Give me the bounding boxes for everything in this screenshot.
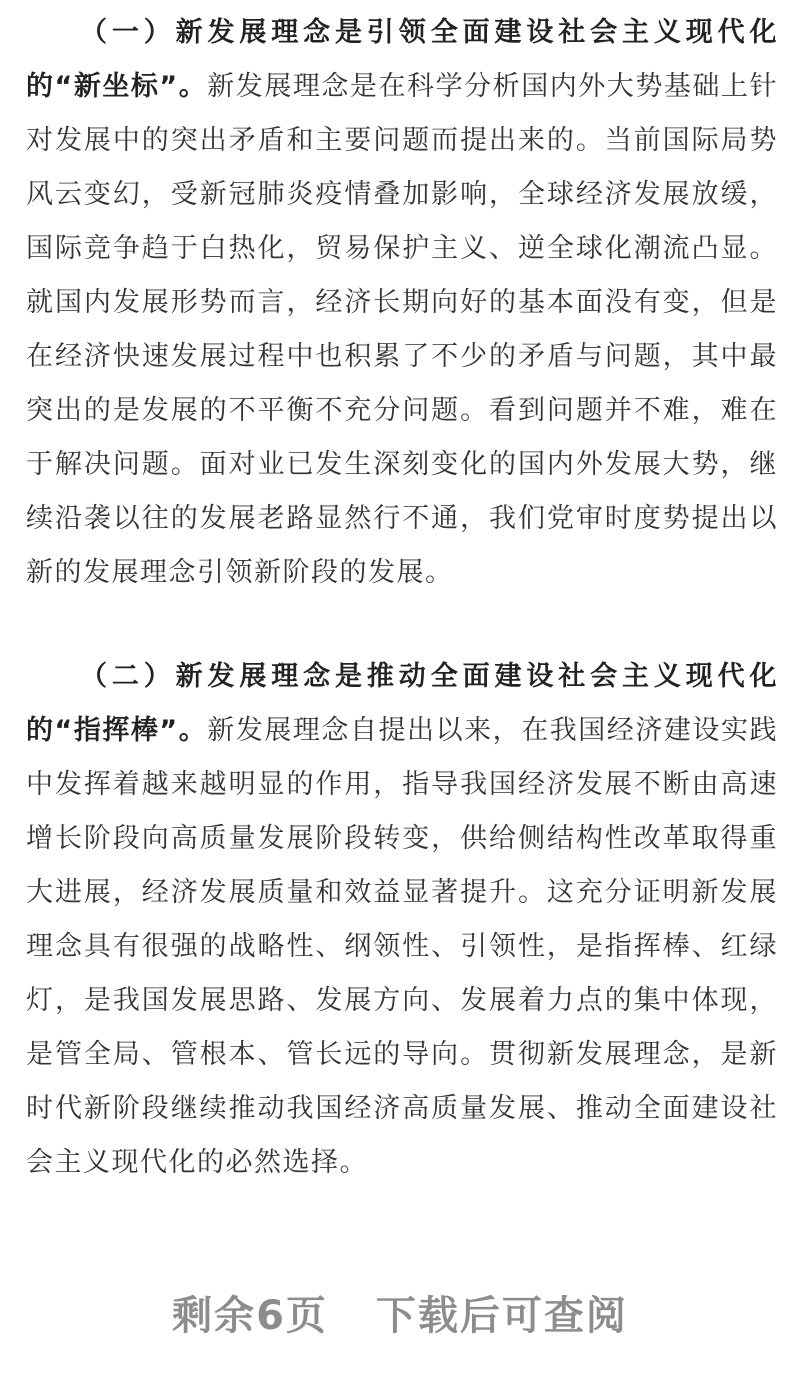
paragraph-2 xyxy=(26,650,778,1190)
paragraph-1 xyxy=(26,6,778,600)
paragraph-2-heading: （二）新发展理念是推动全面建设社会主义现代化的“指挥棒”。 xyxy=(26,661,778,746)
remaining-pages-text: 剩余6页 xyxy=(172,1293,328,1339)
paragraph-1-body: 新发展理念是在科学分析国内外大势基础上针对发展中的突出矛盾和主要问题而提出来的。当前国际局势风云变幻，受新冠肺炎疫情叠加影响，全球经济发展放缓，国际竞争趋于白热化，贸易保护主义、逆全球化潮流凸显。就国内发展形势而言，经济长期向好的基本面没有变，但是在经济快速发展过程中也积累了不少的矛盾与问题，其中最突出的是发展的不平衡不充分问题。看到问题并不难，难在于解决问题。面对业已发生深刻变化的国内外发展大势，继续沿袭以往的发展老路显然行不通，我们党审时度势提出以新的发展理念引领新阶段的发展。 xyxy=(26,71,778,588)
download-hint-text: 下载后可查阅 xyxy=(375,1293,628,1339)
paragraph-2-body: 新发展理念自提出以来，在我国经济建设实践中发挥着越来越明显的作用，指导我国经济发展不断由高速增长阶段向高质量发展阶段转变，供给侧结构性改革取得重大进展，经济发展质量和效益显著提升。这充分证明新发展理念具有很强的战略性、纲领性、引领性，是指挥棒、红绿灯，是我国发展思路、发展方向、发展着力点的集中体现，是管全局、管根本、管长远的导向。贯彻新发展理念，是新时代新阶段继续推动我国经济高质量发展、推动全面建设社会主义现代化的必然选择。 xyxy=(26,715,778,1178)
download-prompt-banner[interactable] xyxy=(0,1286,800,1346)
paragraph-1-heading: （一）新发展理念是引领全面建设社会主义现代化的“新坐标”。 xyxy=(26,17,778,102)
